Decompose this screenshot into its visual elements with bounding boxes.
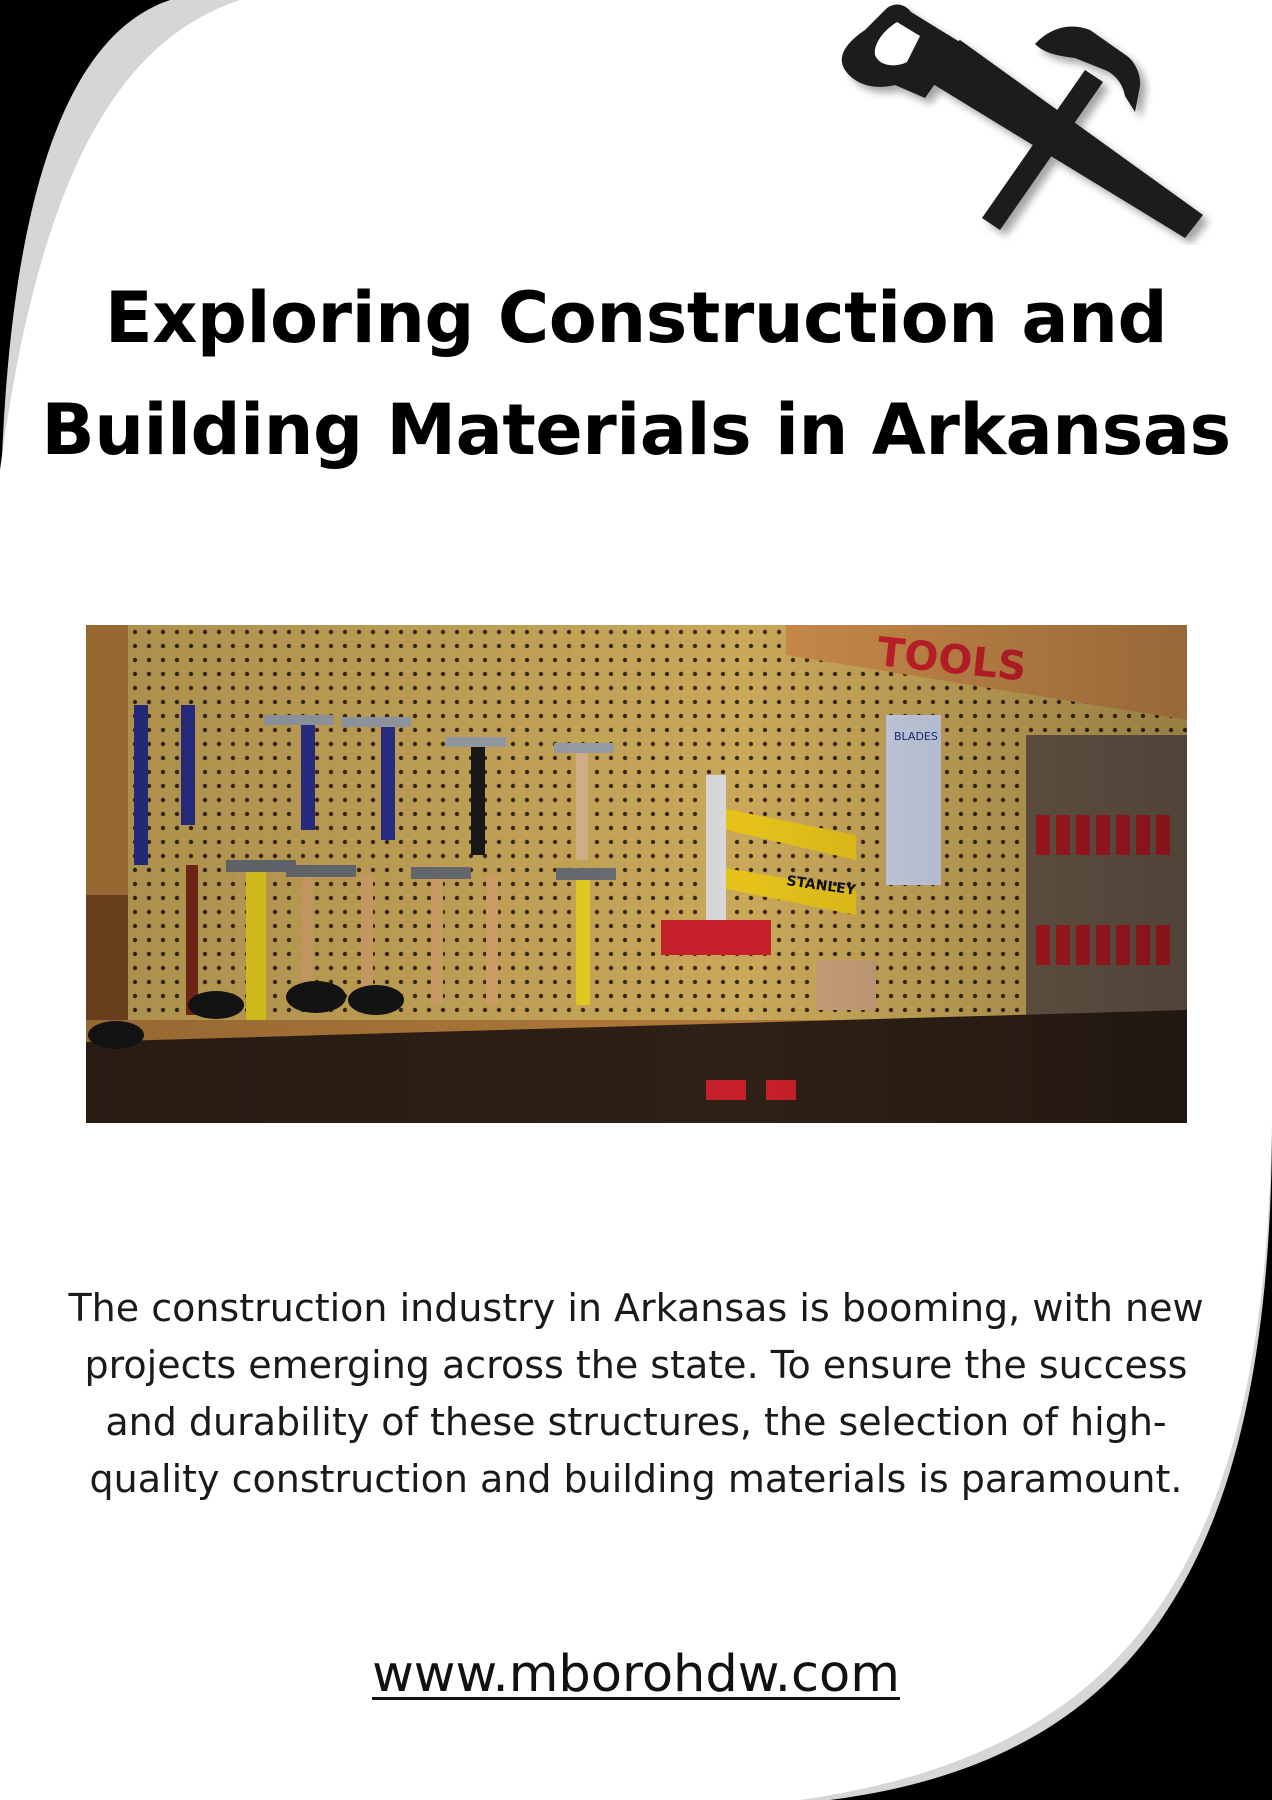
- tools-photo: [86, 625, 1187, 1123]
- website-link[interactable]: www.mborohdw.com: [372, 1645, 900, 1704]
- page-title: [0, 262, 1272, 486]
- title-line-2: Building Materials in Arkansas: [41, 389, 1231, 471]
- saw-hammer-icon: [835, 0, 1215, 245]
- intro-paragraph: The construction industry in Arkansas is booming, with new projects emerging across the state. To ensure the success and durability of these structures, the selection of high-quality construction and building materials is paramount.: [68, 1286, 1204, 1501]
- title-line-1: Exploring Construction and: [104, 277, 1168, 359]
